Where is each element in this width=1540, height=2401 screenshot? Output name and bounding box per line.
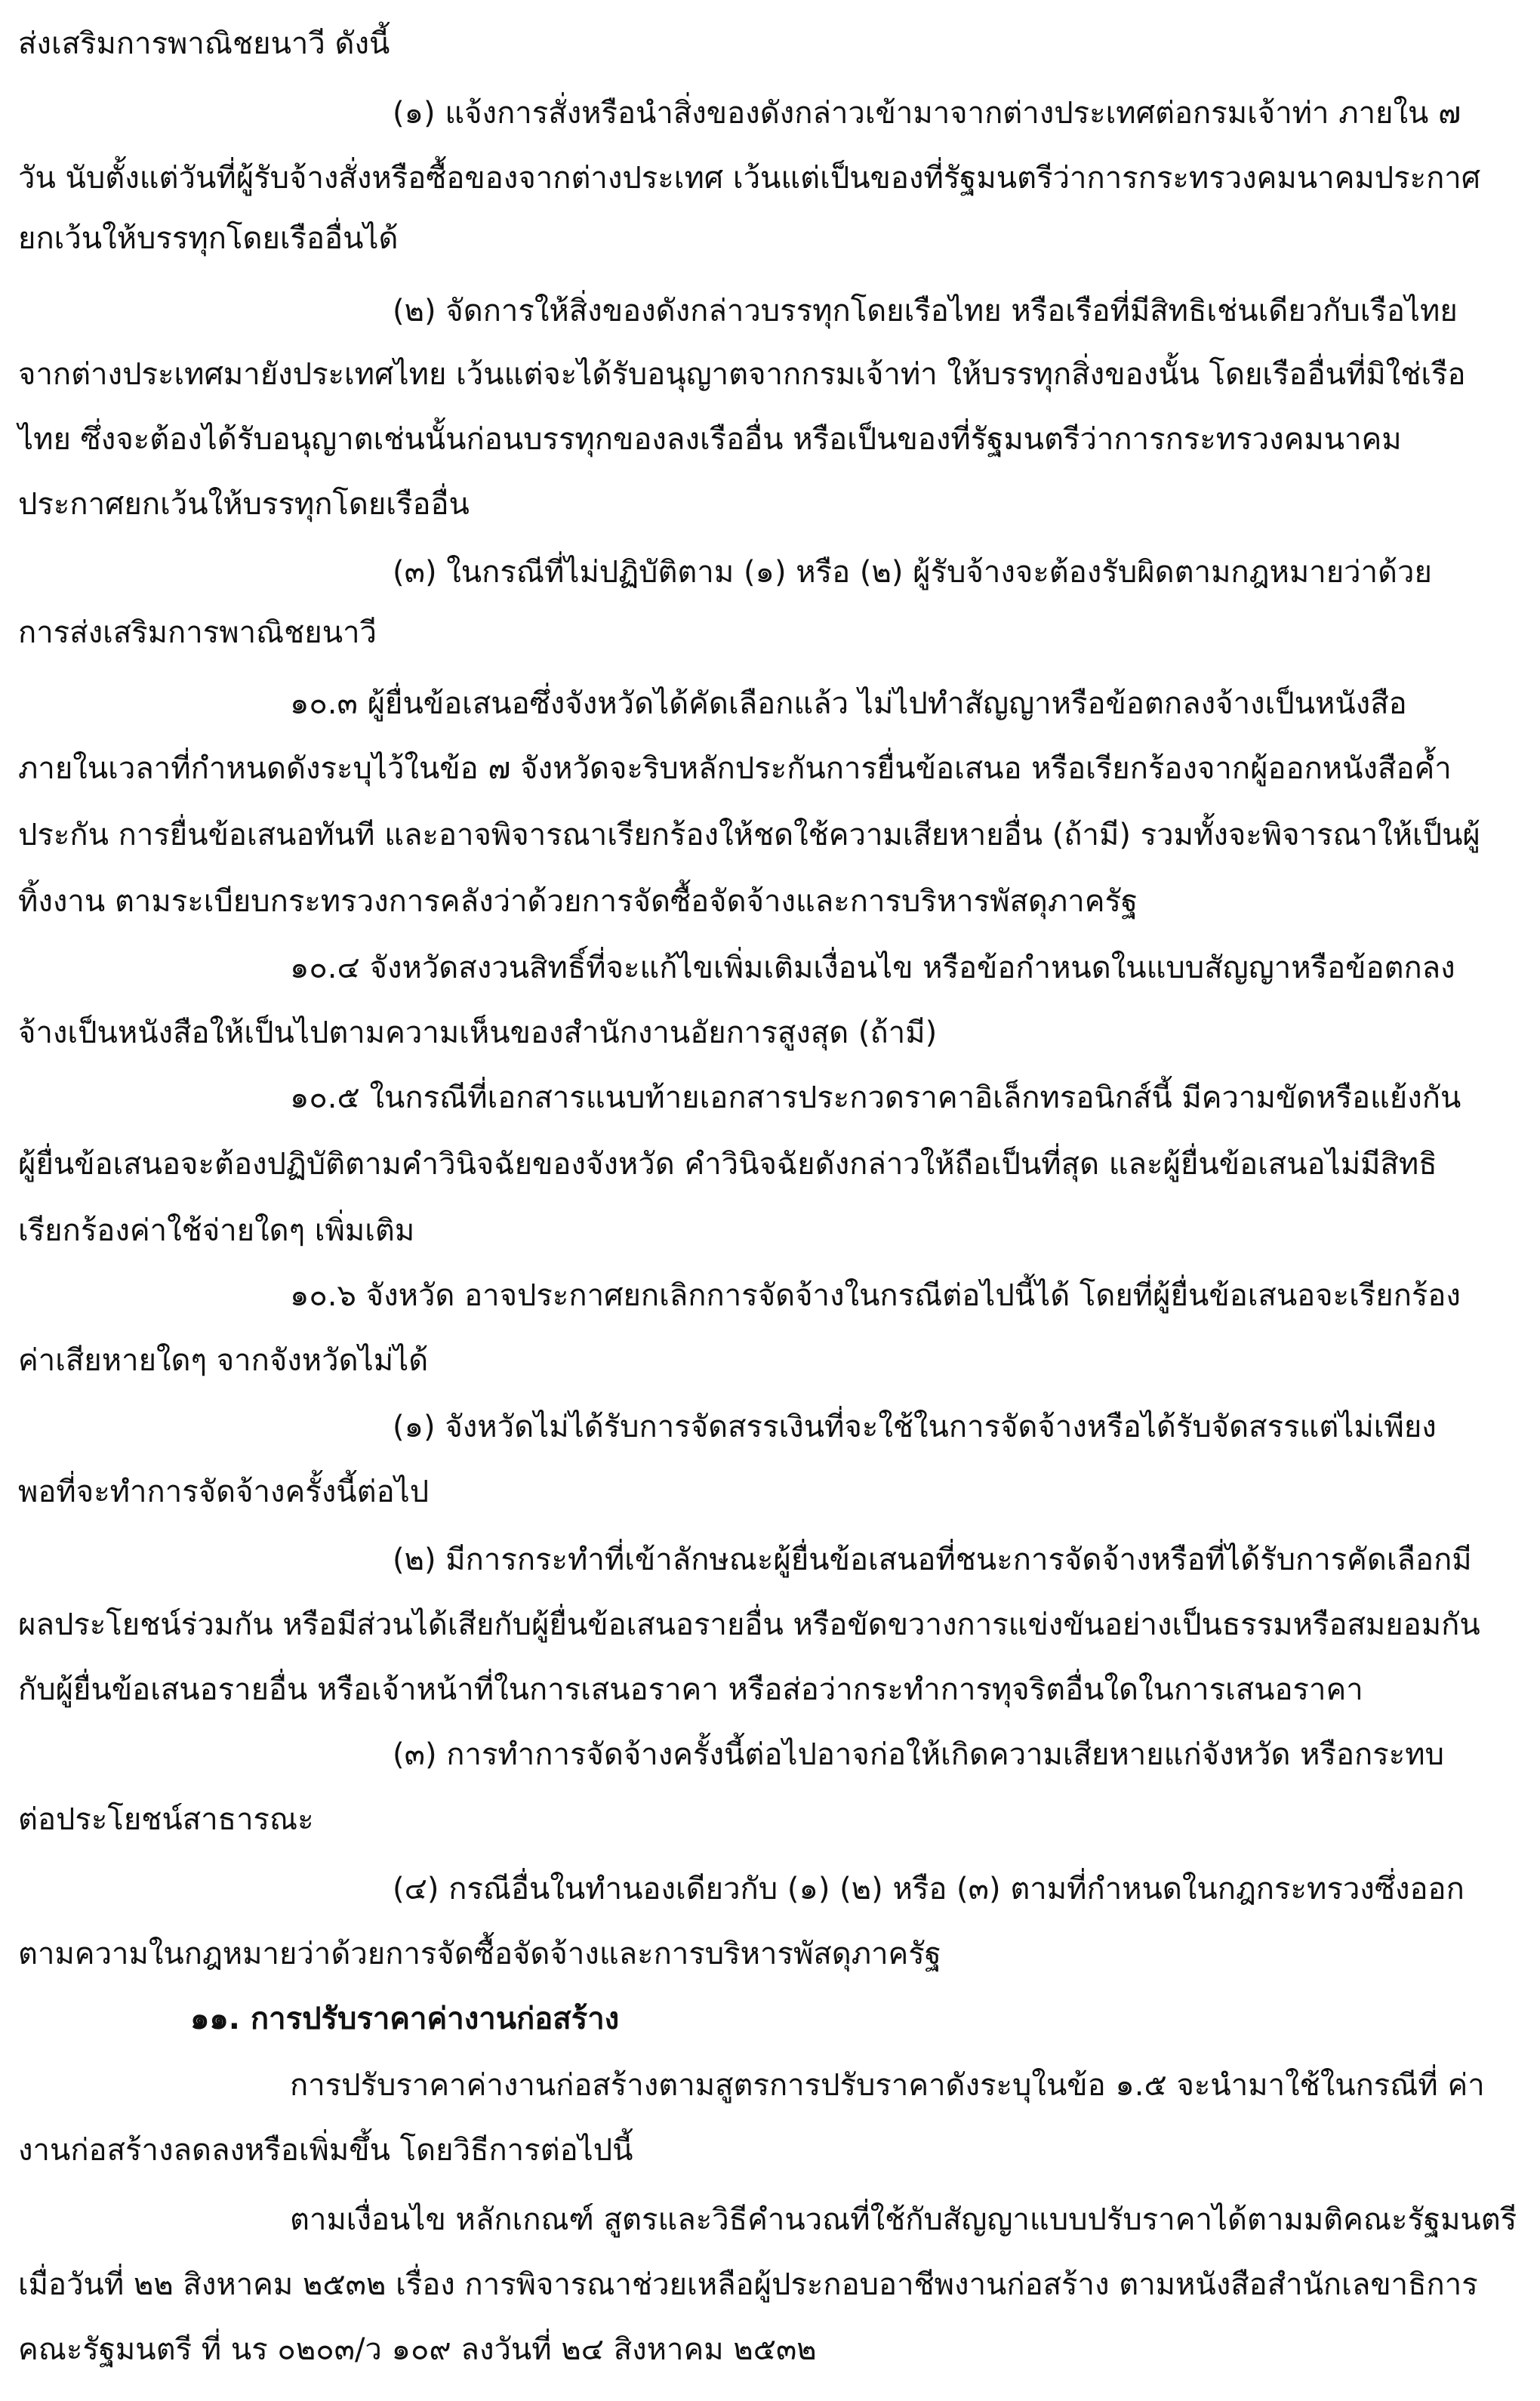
text-line-18: ผู้ยื่นข้อเสนอจะต้องปฏิบัติตามคำวินิจฉัยของจังหวัด คำวินิจฉัยดังกล่าวให้ถือเป็นที่สุด และผู้ยื่นข้อเสนอไม่มีสิทธิ: [18, 1147, 1437, 1182]
text-line-11: ๑๐.๓ ผู้ยื่นข้อเสนอซึ่งจังหวัดได้คัดเลือกแล้ว ไม่ไปทำสัญญาหรือข้อตกลงจ้างเป็นหนังสือ: [290, 686, 1407, 721]
text-line-27: (๓) การทำการจัดจ้างครั้งนี้ต่อไปอาจก่อให้เกิดความเสียหายแก่จังหวัด หรือกระทบ: [393, 1737, 1444, 1772]
text-line-7: ไทย ซึ่งจะต้องได้รับอนุญาตเช่นนั้นก่อนบรรทุกของลงเรืออื่น หรือเป็นของที่รัฐมนตรีว่าการกระทรวงคมนาคม: [18, 422, 1402, 457]
text-line-6: จากต่างประเทศมายังประเทศไทย เว้นแต่จะได้รับอนุญาตจากกรมเจ้าท่า ให้บรรทุกสิ่งของนั้น โดยเรืออื่นที่มิใช่เรือ: [18, 357, 1466, 392]
text-line-32: การปรับราคาค่างานก่อสร้างตามสูตรการปรับราคาดังระบุในข้อ ๑.๕ จะนำมาใช้ในกรณีที่ ค่า: [290, 2068, 1485, 2103]
text-line-2: (๑) แจ้งการสั่งหรือนำสิ่งของดังกล่าวเข้ามาจากต่างประเทศต่อกรมเจ้าท่า ภายใน ๗: [393, 96, 1461, 131]
text-line-14: ทิ้งงาน ตามระเบียบกระทรวงการคลังว่าด้วยการจัดซื้อจัดจ้างและการบริหารพัสดุภาครัฐ: [18, 884, 1138, 919]
section-heading: ๑๑. การปรับราคาค่างานก่อสร้าง: [190, 2002, 620, 2036]
text-line-16: จ้างเป็นหนังสือให้เป็นไปตามความเห็นของสำนักงานอัยการสูงสุด (ถ้ามี): [18, 1016, 938, 1050]
text-line-29: (๔) กรณีอื่นในทำนองเดียวกับ (๑) (๒) หรือ (๓) ตามที่กำหนดในกฎกระทรวงซึ่งออก: [393, 1872, 1465, 1906]
text-line-25: ผลประโยชน์ร่วมกัน หรือมีส่วนได้เสียกับผู้ยื่นข้อเสนอรายอื่น หรือขัดขวางการแข่งขันอย่างเป็นธรรมหรือสมยอมกัน: [18, 1607, 1480, 1642]
text-line-28: ต่อประโยชน์สาธารณะ: [18, 1802, 314, 1837]
text-line-3: วัน นับตั้งแต่วันที่ผู้รับจ้างสั่งหรือซื้อของจากต่างประเทศ เว้นแต่เป็นของที่รัฐมนตรีว่าการกระทรวงคมนาคมประกาศ: [18, 161, 1481, 196]
text-line-4: ยกเว้นให้บรรทุกโดยเรืออื่นได้: [18, 221, 399, 256]
text-line-8: ประกาศยกเว้นให้บรรทุกโดยเรืออื่น: [18, 487, 470, 522]
text-line-33: งานก่อสร้างลดลงหรือเพิ่มขึ้น โดยวิธีการต่อไปนี้: [18, 2133, 633, 2168]
text-line-22: (๑) จังหวัดไม่ได้รับการจัดสรรเงินที่จะใช้ในการจัดจ้างหรือได้รับจัดสรรแต่ไม่เพียง: [393, 1410, 1437, 1444]
text-line-12: ภายในเวลาที่กำหนดดังระบุไว้ในข้อ ๗ จังหวัดจะริบหลักประกันการยื่นข้อเสนอ หรือเรียกร้องจากผู้ออกหนังสือค้ำ: [18, 751, 1452, 786]
text-line-10: การส่งเสริมการพาณิชยนาวี: [18, 615, 377, 650]
text-line-24: (๒) มีการกระทำที่เข้าลักษณะผู้ยื่นข้อเสนอที่ชนะการจัดจ้างหรือที่ได้รับการคัดเลือกมี: [393, 1543, 1472, 1577]
text-line-34: ตามเงื่อนไข หลักเกณฑ์ สูตรและวิธีคำนวณที่ใช้กับสัญญาแบบปรับราคาได้ตามมติคณะรัฐมนตรี: [290, 2202, 1517, 2237]
text-line-36: คณะรัฐมนตรี ที่ นร ๐๒๐๓/ว ๑๐๙ ลงวันที่ ๒๔ สิงหาคม ๒๕๓๒: [18, 2332, 817, 2367]
text-line-35: เมื่อวันที่ ๒๒ สิงหาคม ๒๕๓๒ เรื่อง การพิจารณาช่วยเหลือผู้ประกอบอาชีพงานก่อสร้าง ตามหนังสือสำนักเลขาธิการ: [18, 2267, 1478, 2302]
text-line-9: (๓) ในกรณีที่ไม่ปฏิบัติตาม (๑) หรือ (๒) ผู้รับจ้างจะต้องรับผิดตามกฎหมายว่าด้วย: [393, 555, 1432, 590]
text-line-13: ประกัน การยื่นข้อเสนอทันที และอาจพิจารณาเรียกร้องให้ชดใช้ความเสียหายอื่น (ถ้ามี) รวมทั้งจะพิจารณาให้เป็นผู้: [18, 818, 1480, 852]
text-line-23: พอที่จะทำการจัดจ้างครั้งนี้ต่อไป: [18, 1475, 430, 1509]
text-line-30: ตามความในกฎหมายว่าด้วยการจัดซื้อจัดจ้างและการบริหารพัสดุภาครัฐ: [18, 1937, 941, 1971]
text-line-21: ค่าเสียหายใดๆ จากจังหวัดไม่ได้: [18, 1343, 429, 1378]
text-line-17: ๑๐.๕ ในกรณีที่เอกสารแนบท้ายเอกสารประกวดราคาอิเล็กทรอนิกส์นี้ มีความขัดหรือแย้งกัน: [290, 1080, 1461, 1115]
text-line-5: (๒) จัดการให้สิ่งของดังกล่าวบรรทุกโดยเรือไทย หรือเรือที่มีสิทธิเช่นเดียวกับเรือไทย: [393, 294, 1458, 328]
text-line-20: ๑๐.๖ จังหวัด อาจประกาศยกเลิกการจัดจ้างในกรณีต่อไปนี้ได้ โดยที่ผู้ยื่นข้อเสนอจะเรียกร้อง: [290, 1278, 1461, 1313]
text-line-19: เรียกร้องค่าใช้จ่ายใดๆ เพิ่มเติม: [18, 1213, 415, 1248]
text-line-1: ส่งเสริมการพาณิชยนาวี ดังนี้: [18, 26, 390, 61]
text-line-26: กับผู้ยื่นข้อเสนอรายอื่น หรือเจ้าหน้าที่ในการเสนอราคา หรือส่อว่ากระทำการทุจริตอื่นใดในการเสนอราคา: [18, 1672, 1363, 1707]
text-line-15: ๑๐.๔ จังหวัดสงวนสิทธิ์ที่จะแก้ไขเพิ่มเติมเงื่อนไข หรือข้อกำหนดในแบบสัญญาหรือข้อตกลง: [290, 951, 1455, 985]
